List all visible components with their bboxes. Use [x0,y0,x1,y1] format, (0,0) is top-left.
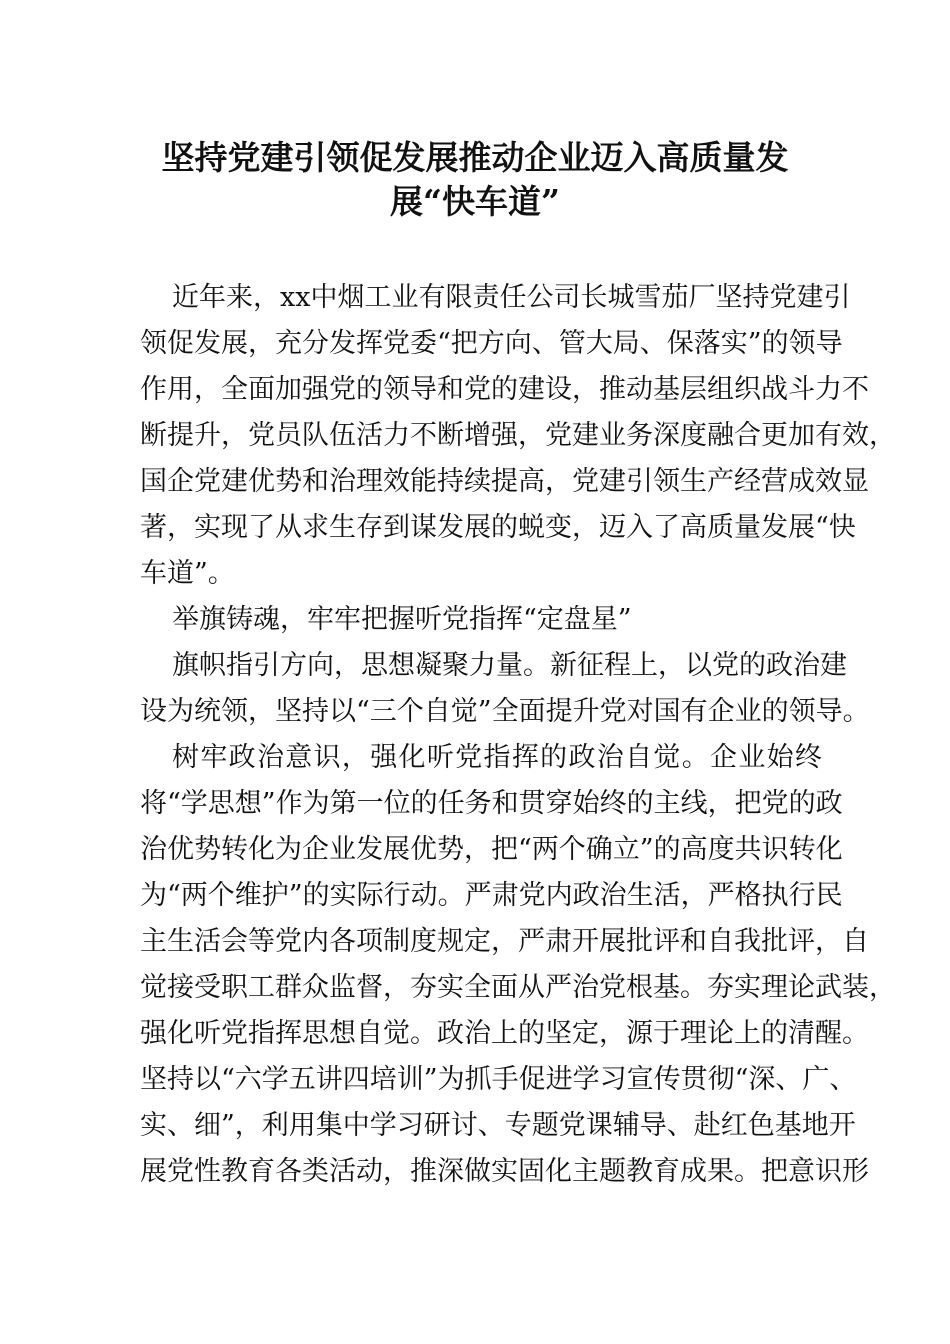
title-line: 坚持党建引领促发展推动企业迈入高质量发 [161,138,789,177]
text-line: 车道”。 [140,558,235,589]
paragraph [140,643,870,735]
text-line: 旗帜指引方向，思想凝聚力量。新征程上，以党的政治建 [172,650,847,681]
text-line: 作用，全面加强党的领导和党的建设，推动基层组织战斗力不 [140,374,869,405]
text-line: 树牢政治意识，强化听党指挥的政治自觉。企业始终 [172,742,822,773]
text-line: 国企党建优势和治理效能持续提高，党建引领生产经营成效显 [140,466,869,497]
text-line: 断提升，党员队伍活力不断增强，党建业务深度融合更加有效， [140,420,896,451]
text-line: 举旗铸魂，牢牢把握听党指挥“定盘星” [172,604,632,635]
section-heading [140,597,822,643]
document-title [130,136,820,224]
text-line: 展党性教育各类活动，推深做实固化主题教育成果。把意识形 [140,1156,869,1187]
document-body [140,275,896,1195]
paragraph [140,275,896,597]
text-line: 治优势转化为企业发展优势，把“两个确立”的高度共识转化 [140,834,843,865]
text-line: 强化听党指挥思想自觉。政治上的坚定，源于理论上的清醒。 [140,1018,869,1049]
title-line: 展“快车道” [390,182,560,221]
text-line: 为“两个维护”的实际行动。严肃党内政治生活，严格执行民 [140,880,843,911]
text-line: 主生活会等党内各项制度规定，严肃开展批评和自我批评，自 [140,926,869,957]
text-line: 著，实现了从求生存到谋发展的蜕变，迈入了高质量发展“快 [140,512,856,543]
text-line: 觉接受职工群众监督，夯实全面从严治党根基。夯实理论武装， [140,972,896,1003]
text-line: 领促发展，充分发挥党委“把方向、管大局、保落实”的领导 [140,328,843,359]
text-line: 设为统领，坚持以“三个自觉”全面提升党对国有企业的领导。 [140,696,870,727]
paragraph [140,735,896,1195]
text-line: 近年来，xx中烟工业有限责任公司长城雪茄厂坚持党建引 [172,282,851,313]
text-line: 将“学思想”作为第一位的任务和贯穿始终的主线，把党的政 [140,788,843,819]
text-line: 坚持以“六学五讲四培训”为抓手促进学习宣传贯彻“深、广、 [140,1064,857,1095]
text-line: 实、细”，利用集中学习研讨、专题党课辅导、赴红色基地开 [140,1110,856,1141]
